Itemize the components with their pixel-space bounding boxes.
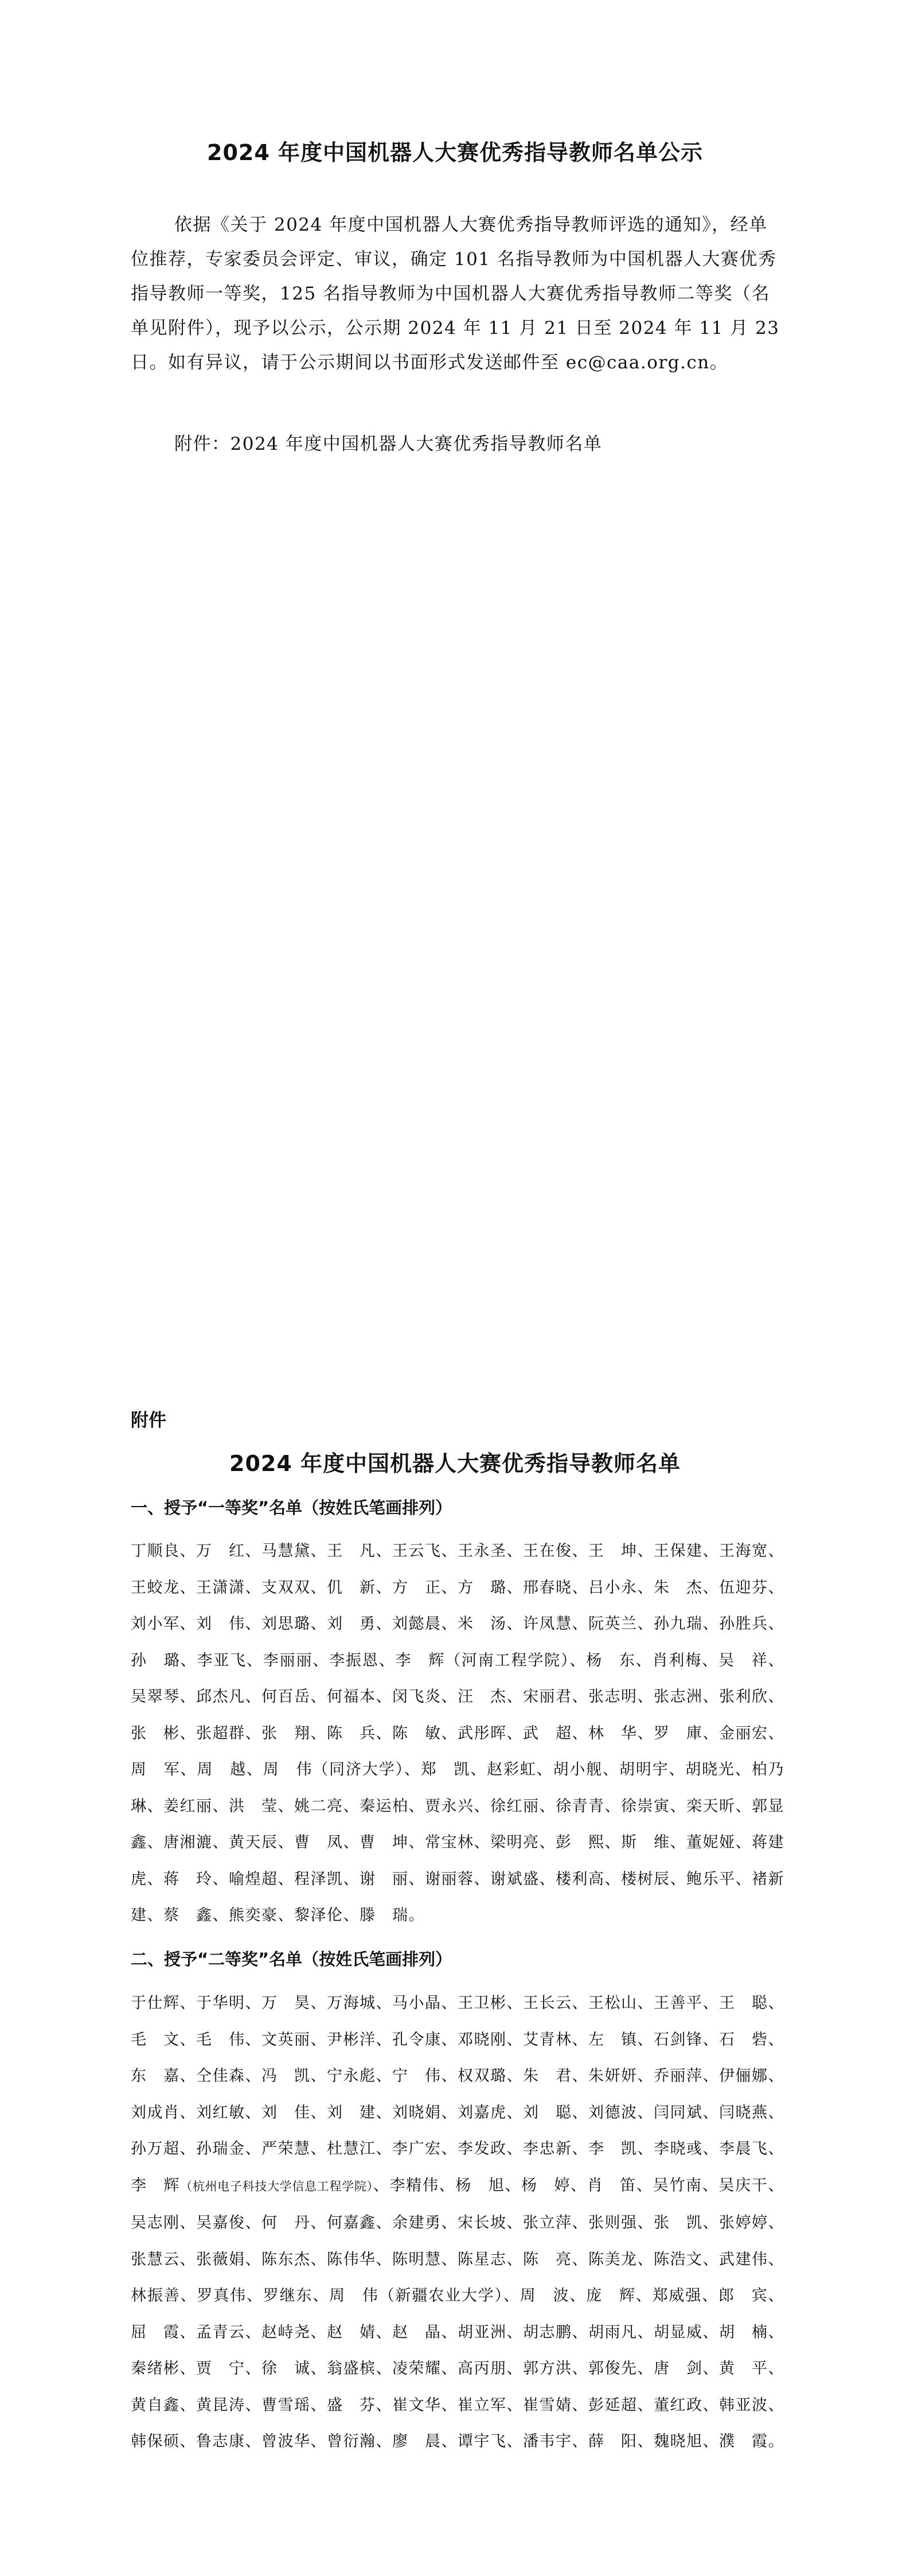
second-prize-names-part1: 于仕辉、于华明、万 昊、万海城、马小晶、王卫彬、王长云、王松山、王善平、王 聪、毛 文、毛 伟、文英丽、尹彬洋、孔令康、邓晓刚、艾青林、左 镇、石剑锋、石 砦、东 嘉、仝佳森、冯 凯、宁永彪、宁 伟、权双璐、朱 君、朱妍妍、乔丽萍、伊俪娜、刘成肖、刘红敏、刘 佳、刘 建、刘晓娟、刘嘉虎、刘 聪、刘德波、闫同斌、闫晓燕、孙万超、孙瑞金、严荣慧、杜慧江、李广宏、李发政、李忠新、李 凯、李晓彧、李晨飞、李 辉 bbox=[131, 1994, 784, 2194]
attachment-reference: 附件：2024 年度中国机器人大赛优秀指导教师名单 bbox=[174, 434, 603, 454]
attachment-page bbox=[0, 1365, 910, 2576]
notice-title: 2024 年度中国机器人大赛优秀指导教师名单公示 bbox=[207, 140, 703, 165]
first-prize-heading: 一、授予“一等奖”名单（按姓氏笔画排列） bbox=[131, 1498, 452, 1517]
second-prize-heading: 二、授予“二等奖”名单（按姓氏笔画排列） bbox=[131, 1949, 452, 1969]
attachment-label: 附件 bbox=[131, 1410, 166, 1431]
second-prize-names bbox=[131, 1985, 784, 2460]
second-prize-names-part2: 、李精伟、杨 旭、杨 婷、肖 笛、吴竹南、吴庆干、吴志刚、吴嘉俊、何 丹、何嘉鑫、余建勇、宋长坡、张立萍、张则强、张 凯、张婷婷、张慧云、张薇娟、陈东杰、陈伟华、陈明慧、陈星志、陈 亮、陈美龙、陈浩文、武建伟、林振善、罗真伟、罗继东、周 伟（新疆农业大学）、周 波、庞 辉、郑威强、郎 宾、屈 霞、孟青云、赵峙尧、赵 婧、赵 晶、胡亚洲、胡志鹏、胡雨凡、胡显威、胡 楠、秦绪彬、贾 宁、徐 诚、翁盛槟、凌荣耀、高丙朋、郭方洪、郭俊先、唐 剑、黄 平、黄自鑫、黄昆涛、曹雪瑶、盛 芬、崔文华、崔立军、崔雪婧、彭延超、董红政、韩亚波、韩保硕、鲁志康、曾波华、曾衍瀚、廖 晨、谭宇飞、潘韦宇、薛 阳、魏晓旭、濮 霞。 bbox=[131, 2176, 785, 2450]
first-prize-names: 丁顺良、万 红、马慧黛、王 凡、王云飞、王永圣、王在俊、王 坤、王保建、王海宽、王蛟龙、王潇潇、支双双、仉 新、方 正、方 璐、邢春晓、吕小永、朱 杰、伍迎芬、刘小军、刘 伟、刘思璐、刘 勇、刘懿晨、米 汤、许凤慧、阮英兰、孙九瑞、孙胜兵、孙 璐、李亚飞、李丽丽、李振恩、李 辉（河南工程学院）、杨 东、肖利梅、吴 祥、吴翠琴、邱杰凡、何百岳、何福本、闵飞炎、汪 杰、宋丽君、张志明、张志洲、张利欣、张 彬、张超群、张 翔、陈 兵、陈 敏、武彤晖、武 超、林 华、罗 庫、金丽宏、周 军、周 越、周 伟（同济大学）、郑 凯、赵彩虹、胡小舰、胡明宇、胡晓光、柏乃琳、姜红丽、洪 莹、姚二亮、秦运柏、贾永兴、徐红丽、徐青青、徐崇寅、栾天昕、郭显鑫、唐湘漉、黄天辰、曹 凤、曹 坤、常宝林、梁明亮、彭 熙、斯 维、董妮娅、蒋建虎、蒋 玲、喻煌超、程泽凯、谢 丽、谢丽蓉、谢斌盛、楼利高、楼树辰、鲍乐平、褚新建、蔡 鑫、熊奕豪、黎泽伦、滕 瑞。 bbox=[131, 1542, 784, 1924]
list-title: 2024 年度中国机器人大赛优秀指导教师名单 bbox=[229, 1451, 681, 1476]
notice-body: 依据《关于 2024 年度中国机器人大赛优秀指导教师评选的通知》，经单位推荐，专家委员会评定、审议，确定 101 名指导教师为中国机器人大赛优秀指导教师一等奖，125 名指导教师为中国机器人大赛优秀指导教师二等奖（名单见附件），现予以公示，公示期 2024 年 11 月 21 日至 2024 年 11 月 23 日。如有异议，请于公示期间以书面形式发送邮件至 ec@caa.org.cn。 bbox=[131, 215, 780, 373]
affiliation-note: （杭州电子科技大学信息工程学院） bbox=[180, 2179, 373, 2193]
